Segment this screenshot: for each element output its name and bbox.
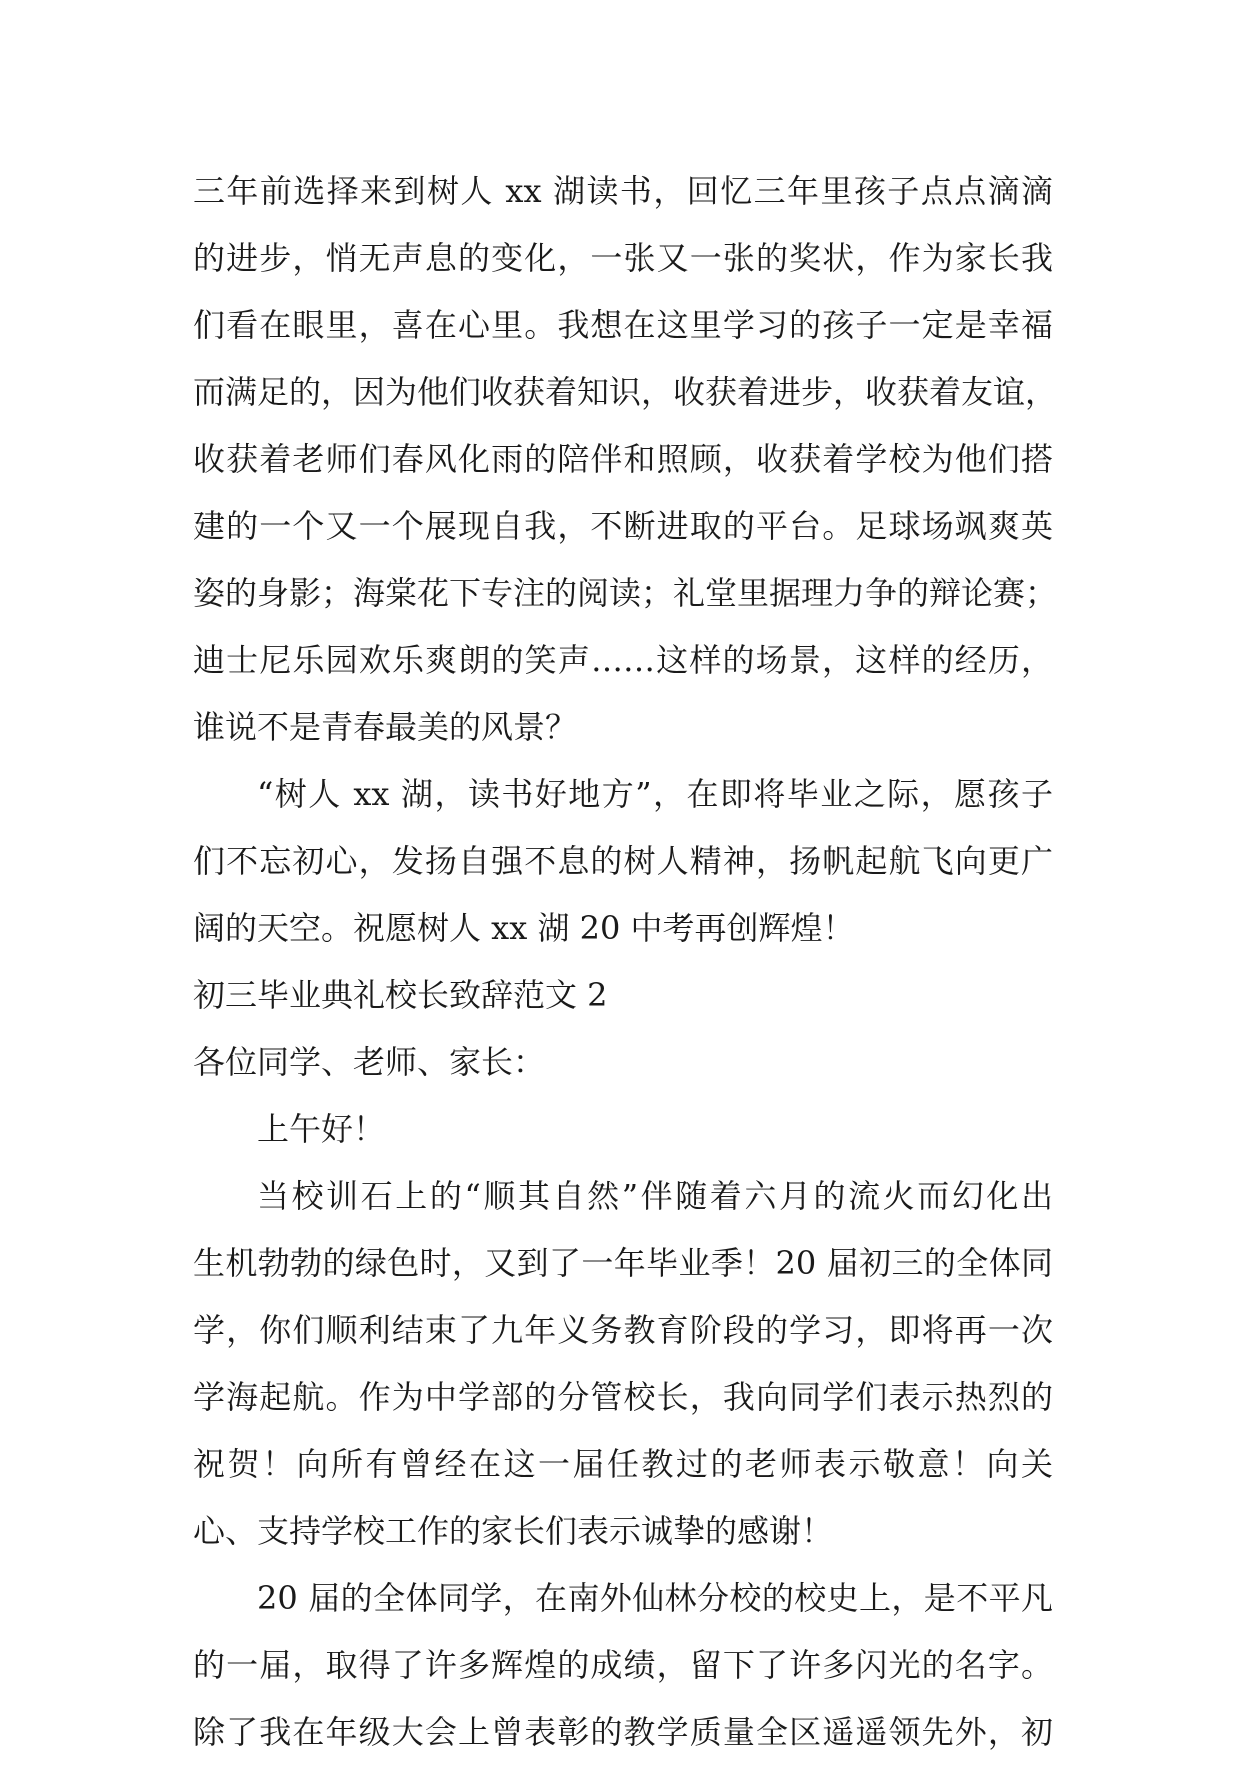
text-line: 建的一个又一个展现自我，不断进取的平台。足球场飒爽英 (193, 507, 1053, 545)
text-line: 除了我在年级大会上曾表彰的教学质量全区遥遥领先外，初 (193, 1713, 1053, 1751)
text-line: 祝贺！向所有曾经在这一届任教过的老师表示敬意！向关 (193, 1445, 1053, 1483)
greeting: 上午好！ (257, 1110, 386, 1148)
paragraph-4 (193, 1565, 1053, 1766)
text-line: 们看在眼里，喜在心里。我想在这里学习的孩子一定是幸福 (193, 306, 1053, 344)
paragraph-2 (193, 761, 1053, 962)
text-line: 谁说不是青春最美的风景？ (193, 708, 578, 746)
text-line: 当校训石上的“顺其自然”伴随着六月的流火而幻化出 (257, 1177, 1053, 1215)
document-body (193, 158, 1058, 1766)
text-line: 学海起航。作为中学部的分管校长，我向同学们表示热烈的 (193, 1378, 1053, 1416)
paragraph-1 (193, 158, 1058, 761)
text-line: 们不忘初心，发扬自强不息的树人精神，扬帆起航飞向更广 (193, 842, 1053, 880)
salutation: 各位同学、老师、家长： (193, 1043, 546, 1081)
section-title: 初三毕业典礼校长致辞范文 2 (193, 976, 608, 1014)
text-line: 姿的身影；海棠花下专注的阅读；礼堂里据理力争的辩论赛； (193, 574, 1058, 612)
text-line: 收获着老师们春风化雨的陪伴和照顾，收获着学校为他们搭 (193, 440, 1053, 478)
text-line: 生机勃勃的绿色时，又到了一年毕业季！20 届初三的全体同 (193, 1244, 1053, 1282)
paragraph-3 (193, 1163, 1053, 1565)
text-line: 迪士尼乐园欢乐爽朗的笑声……这样的场景，这样的经历， (193, 641, 1053, 679)
text-line: 阔的天空。祝愿树人 xx 湖 20 中考再创辉煌！ (193, 909, 855, 947)
text-line: 20 届的全体同学，在南外仙林分校的校史上，是不平凡 (257, 1579, 1053, 1617)
text-line: 心、支持学校工作的家长们表示诚挚的感谢！ (193, 1512, 834, 1550)
text-line: “树人 xx 湖，读书好地方”，在即将毕业之际，愿孩子 (257, 775, 1053, 813)
text-line: 的进步，悄无声息的变化，一张又一张的奖状，作为家长我 (193, 239, 1053, 277)
text-line: 的一届，取得了许多辉煌的成绩，留下了许多闪光的名字。 (193, 1646, 1053, 1684)
text-line: 学，你们顺利结束了九年义务教育阶段的学习，即将再一次 (193, 1311, 1053, 1349)
text-line: 而满足的，因为他们收获着知识，收获着进步，收获着友谊， (193, 373, 1058, 411)
text-line: 三年前选择来到树人 xx 湖读书，回忆三年里孩子点点滴滴 (193, 172, 1053, 210)
